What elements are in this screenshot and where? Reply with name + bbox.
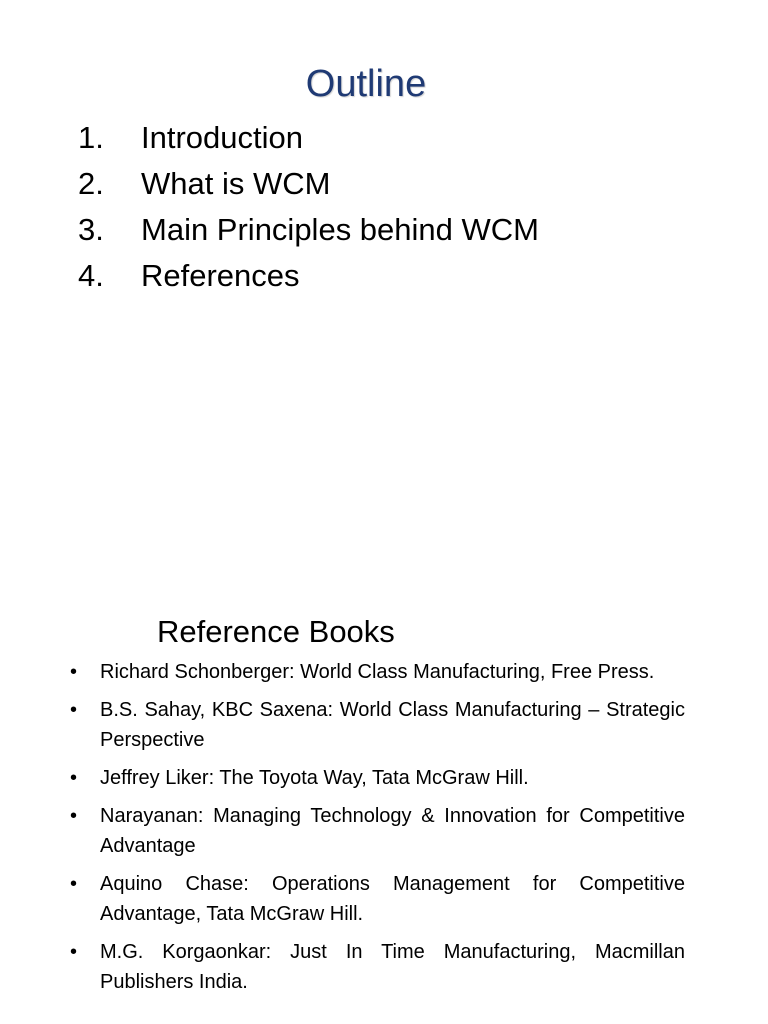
reference-item	[0, 695, 768, 755]
bullet-icon: •	[70, 699, 78, 721]
bullet-icon: •	[70, 941, 78, 963]
reference-item	[0, 763, 768, 793]
outline-slide	[0, 0, 768, 300]
outline-item-label: References	[141, 258, 300, 293]
outline-title: Outline	[305, 63, 427, 105]
reference-text: B.S. Sahay, KBC Saxena: World Class Manufacturing – Strategic Perspective	[100, 699, 685, 751]
outline-item-label: Introduction	[141, 120, 303, 155]
outline-item-number: 2.	[78, 166, 104, 201]
bullet-icon: •	[70, 873, 78, 895]
references-list	[0, 657, 768, 1005]
bullet-icon: •	[70, 767, 78, 789]
outline-item	[78, 207, 539, 253]
reference-item	[0, 869, 768, 929]
reference-text: Richard Schonberger: World Class Manufacturing, Free Press.	[100, 661, 655, 683]
reference-item	[0, 657, 768, 687]
outline-item-label: Main Principles behind WCM	[141, 212, 539, 247]
bullet-icon: •	[70, 805, 78, 827]
reference-text: M.G. Korgaonkar: Just In Time Manufacturing, Macmillan Publishers India.	[100, 941, 685, 993]
outline-item	[78, 253, 539, 299]
outline-item-number: 1.	[78, 120, 104, 155]
bullet-icon: •	[70, 661, 78, 683]
reference-text: Aquino Chase: Operations Management for Competitive Advantage, Tata McGraw Hill.	[100, 873, 685, 925]
references-title: Reference Books	[157, 614, 395, 649]
reference-text: Jeffrey Liker: The Toyota Way, Tata McGraw Hill.	[100, 767, 529, 789]
reference-item	[0, 937, 768, 997]
references-slide	[0, 600, 768, 1024]
reference-item	[0, 801, 768, 861]
outline-item-number: 3.	[78, 212, 104, 247]
outline-item	[78, 161, 539, 207]
outline-item-label: What is WCM	[141, 166, 331, 201]
outline-list	[78, 115, 539, 299]
outline-item-number: 4.	[78, 258, 104, 293]
reference-text: Narayanan: Managing Technology & Innovation for Competitive Advantage	[100, 805, 685, 857]
outline-item	[78, 115, 539, 161]
